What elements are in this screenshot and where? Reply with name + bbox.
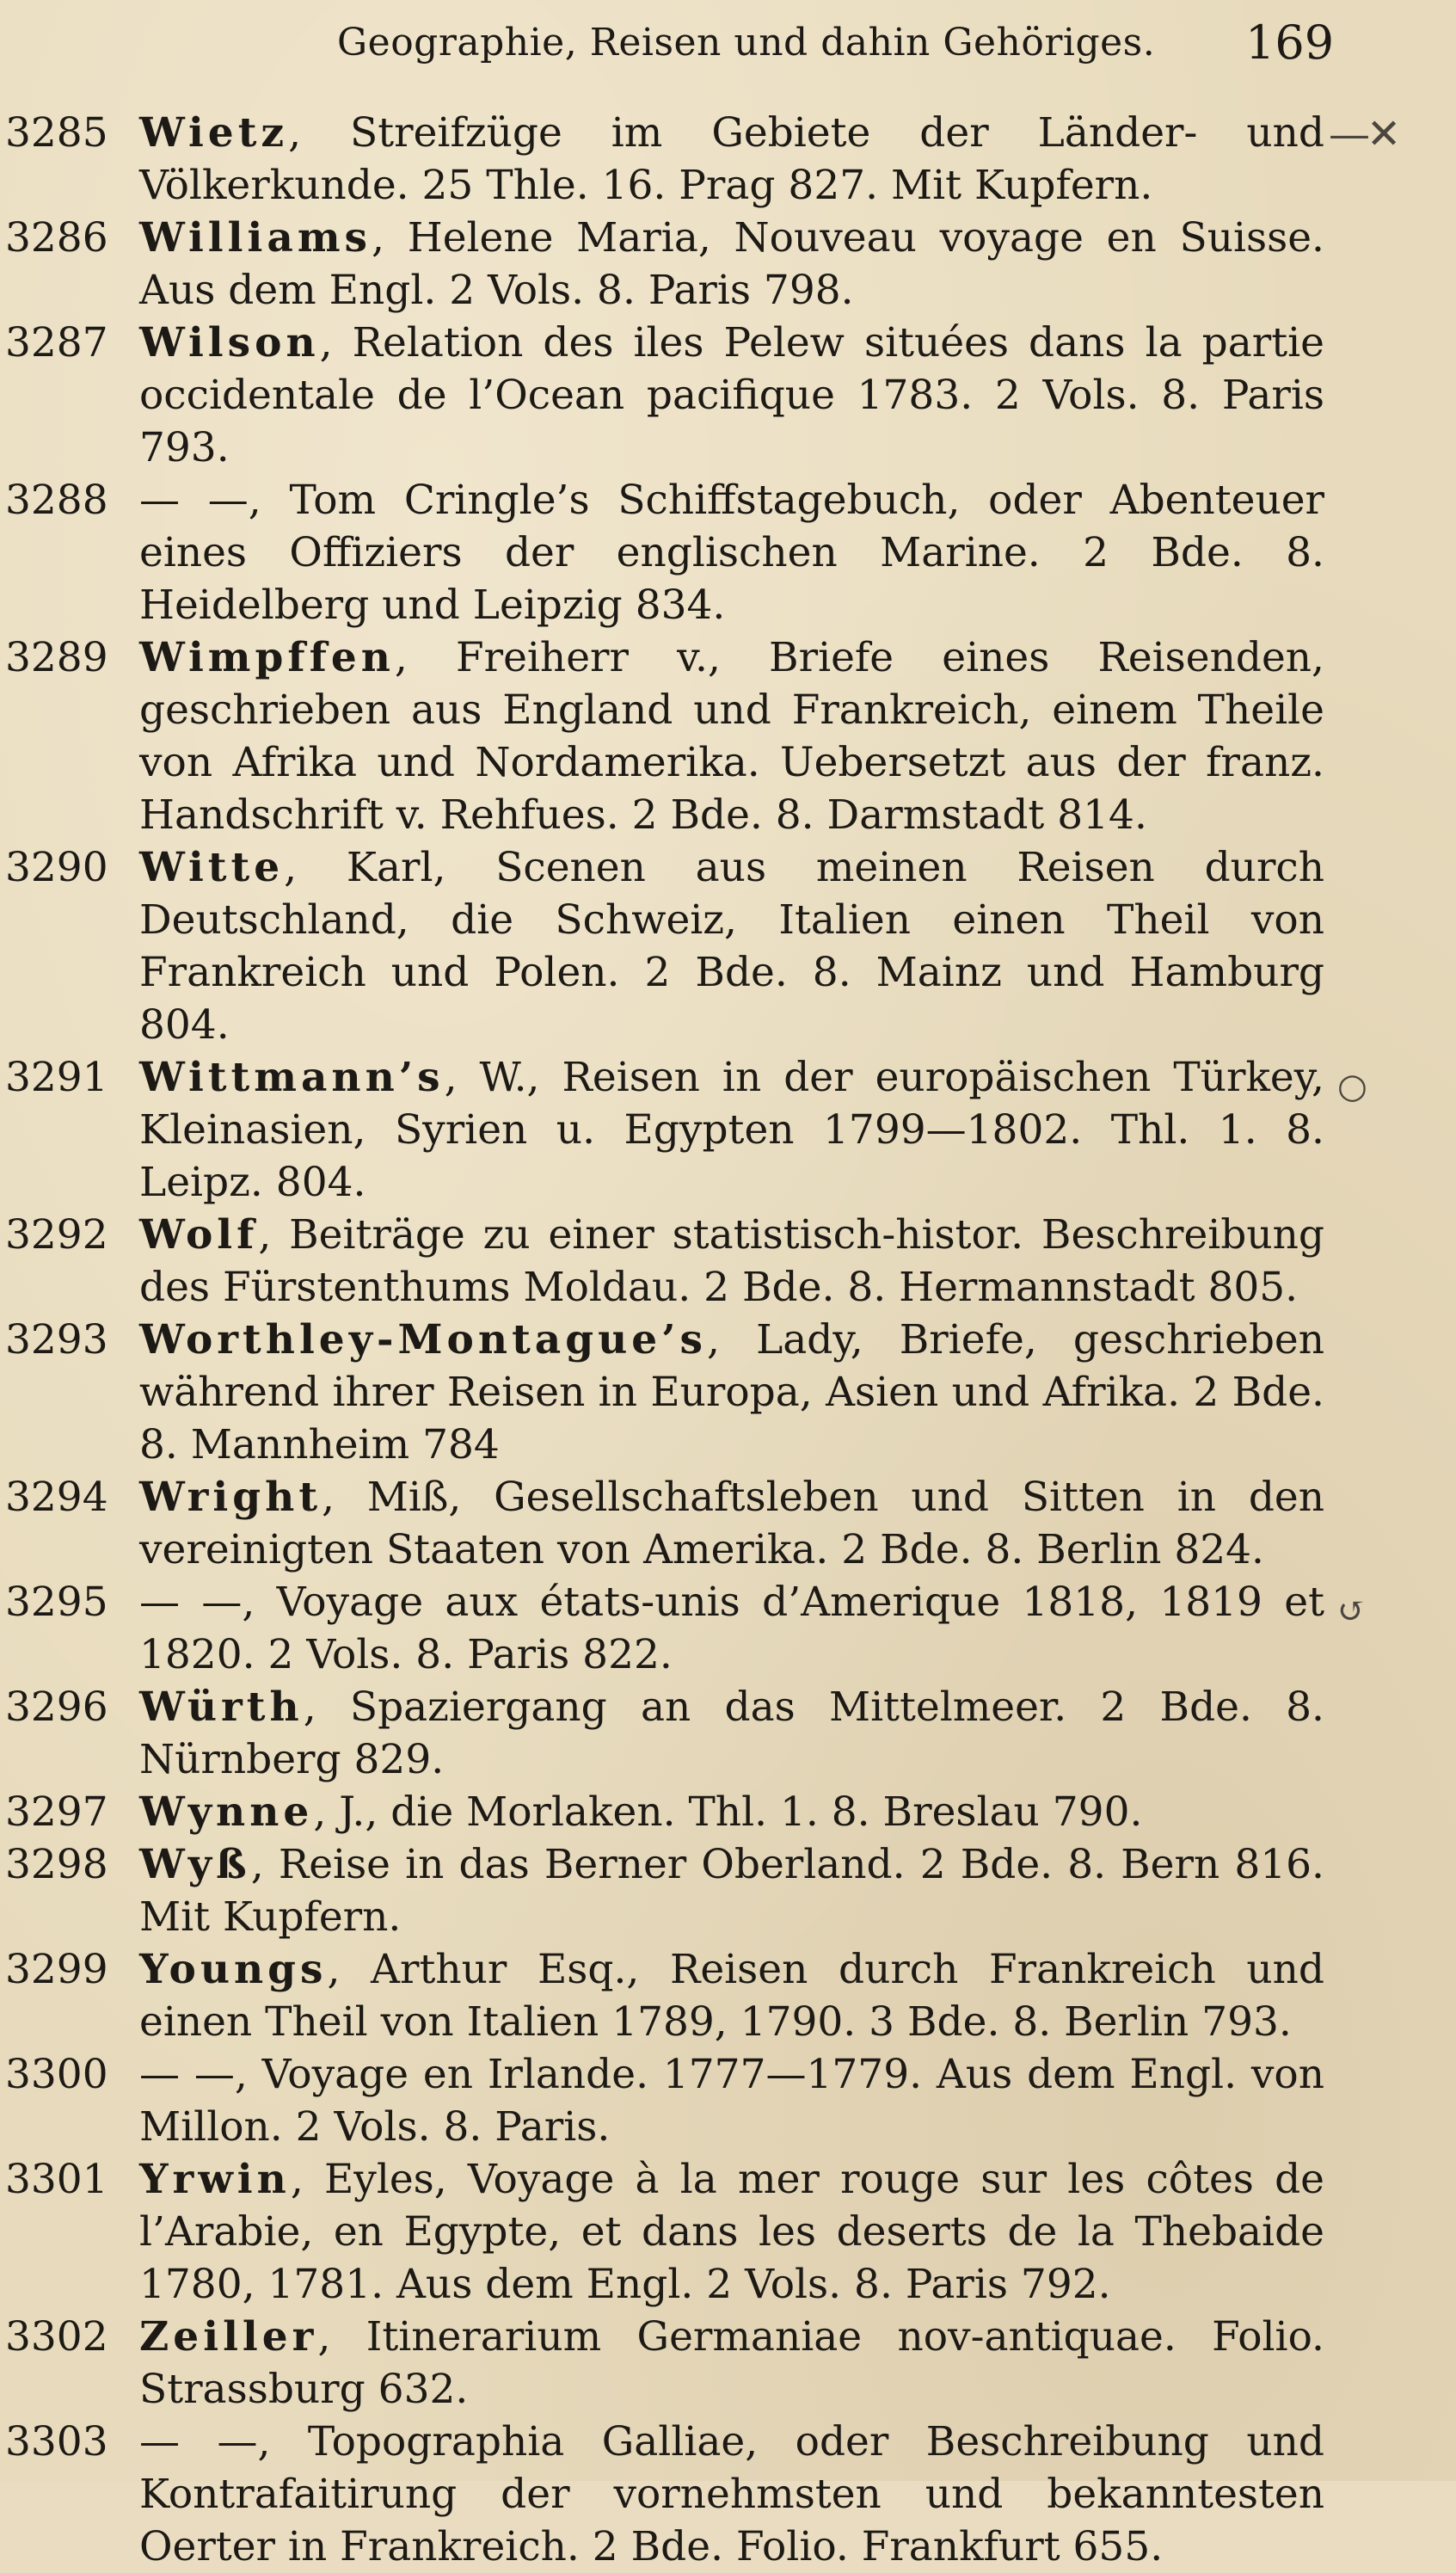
entry-body (139, 2416, 1324, 2573)
margin-hook-mark-icon: ↺ (1337, 1591, 1367, 1631)
catalog-entry (0, 2416, 1456, 2573)
entry-number: 3298 (5, 1841, 108, 1888)
entry-text: , Lady, Briefe, geschrieben während ihrer Reisen in Europa, Asien und Afrika. 2 Bde. 8. Mannheim 784 (139, 1316, 1324, 1468)
entry-author: Wright (139, 1474, 323, 1521)
catalog-entry (0, 212, 1456, 317)
catalog-entry (0, 1838, 1456, 1943)
catalog-entry (0, 1576, 1456, 1681)
entry-author: Zeiller (139, 2313, 318, 2361)
entry-body (139, 107, 1324, 212)
entry-body (139, 1209, 1324, 1314)
entry-text: , Eyles, Voyage à la mer rouge sur les côtes de l’Arabie, en Egypte, et dans les deserts de la Thebaide 1780, 1781. Aus dem Engl. 2 Vols. 8. Paris 792. (139, 2156, 1324, 2308)
entry-body (139, 2153, 1324, 2311)
entry-text: — —, Voyage aux états-unis d’Amerique 1818, 1819 et 1820. 2 Vols. 8. Paris 822. (139, 1579, 1324, 1678)
entry-body (139, 212, 1324, 317)
catalog-entry (0, 1314, 1456, 1471)
catalog-entry (0, 2048, 1456, 2153)
entry-body (139, 317, 1324, 474)
entry-author: Witte (139, 844, 285, 891)
catalog-entry (0, 1943, 1456, 2048)
entry-author: Wilson (139, 319, 320, 366)
margin-cross-mark-icon: —✕ (1329, 110, 1398, 158)
entry-number: 3291 (5, 1054, 108, 1101)
entry-text: , Arthur Esq., Reisen durch Frankreich und einen Theil von Italien 1789, 1790. 3 Bde. 8. Berlin 793. (139, 1946, 1324, 2046)
page-header (0, 15, 1456, 76)
entry-text: , J., die Morlaken. Thl. 1. 8. Breslau 790. (313, 1788, 1143, 1836)
catalog-entry (0, 1681, 1456, 1786)
entry-number: 3299 (5, 1946, 108, 1993)
entry-author: Youngs (139, 1946, 328, 1993)
entry-body (139, 631, 1324, 841)
entry-number: 3300 (5, 2051, 108, 2098)
entry-text: , W., Reisen in der europäischen Türkey, Kleinasien, Syrien u. Egypten 1799—1802. Thl. 1. 8. Leipz. 804. (139, 1054, 1324, 1206)
running-title: Geographie, Reisen und dahin Gehöriges. (337, 21, 1156, 65)
entry-text: , Beiträge zu einer statistisch-histor. Beschreibung des Fürstenthums Moldau. 2 Bde. 8. Hermannstadt 805. (139, 1211, 1324, 1311)
entry-text: , Helene Maria, Nouveau voyage en Suisse. Aus dem Engl. 2 Vols. 8. Paris 798. (139, 214, 1324, 314)
catalog-entry (0, 107, 1456, 212)
entry-number: 3293 (5, 1316, 108, 1363)
entry-number: 3287 (5, 319, 108, 366)
catalog-entry (0, 1209, 1456, 1314)
entry-author: Wynne (139, 1788, 314, 1836)
catalog-entry (0, 1471, 1456, 1576)
entry-body (139, 1838, 1324, 1943)
entry-body (139, 1314, 1324, 1471)
entry-author: Wolf (139, 1211, 259, 1259)
entry-text: , Karl, Scenen aus meinen Reisen durch Deutschland, die Schweiz, Italien einen Theil von Frankreich und Polen. 2 Bde. 8. Mainz und Hamburg 804. (139, 844, 1324, 1049)
catalog-entry (0, 317, 1456, 474)
entry-text: , Streifzüge im Gebiete der Länder- und Völkerkunde. 25 Thle. 16. Prag 827. Mit Kupfern. (139, 109, 1324, 209)
entry-number: 3290 (5, 844, 108, 891)
catalog-entry (0, 474, 1456, 631)
entry-body (139, 1471, 1324, 1576)
entry-text: , Freiherr v., Briefe eines Reisenden, geschrieben aus England und Frankreich, einem Theile von Afrika und Nordamerika. Uebersetzt aus der franz. Handschrift v. Rehfues. 2 Bde. 8. Darmstadt 814. (139, 634, 1324, 839)
entry-number: 3285 (5, 109, 108, 157)
entry-body (139, 1943, 1324, 2048)
entry-author: Wittmann’s (139, 1054, 445, 1101)
catalog-entry (0, 1051, 1456, 1209)
entry-number: 3296 (5, 1684, 108, 1731)
catalog-entries (0, 107, 1456, 2573)
entry-text: , Miß, Gesellschaftsleben und Sitten in den vereinigten Staaten von Amerika. 2 Bde. 8. Berlin 824. (139, 1474, 1324, 1573)
entry-body (139, 1681, 1324, 1786)
entry-number: 3295 (5, 1579, 108, 1626)
entry-author: Wyß (139, 1841, 251, 1888)
entry-body (139, 2048, 1324, 2153)
entry-number: 3297 (5, 1788, 108, 1836)
entry-author: Wietz (139, 109, 289, 157)
entry-number: 3303 (5, 2418, 108, 2465)
entry-number: 3286 (5, 214, 108, 262)
entry-author: Williams (139, 214, 372, 262)
entry-author: Wimpffen (139, 634, 395, 681)
catalog-entry (0, 1786, 1456, 1838)
entry-body (139, 474, 1324, 631)
catalog-entry (0, 2311, 1456, 2416)
entry-author: Worthley-Montague’s (139, 1316, 707, 1363)
entry-number: 3289 (5, 634, 108, 681)
entry-body (139, 841, 1324, 1051)
entry-text: — —, Topographia Galliae, oder Beschreibung und Kontrafaitirung der vornehmsten und bekanntesten Oerter in Frankreich. 2 Bde. Folio. Frankfurt 655. (139, 2418, 1324, 2570)
entry-text: — —, Tom Cringle’s Schiffstagebuch, oder Abenteuer eines Offiziers der englischen Marine. 2 Bde. 8. Heidelberg und Leipzig 834. (139, 477, 1324, 629)
entry-body (139, 1051, 1324, 1209)
entry-number: 3292 (5, 1211, 108, 1259)
entry-text: , Relation des iles Pelew situées dans la partie occidentale de l’Ocean pacifique 1783. 2 Vols. 8. Paris 793. (139, 319, 1324, 471)
entry-author: Würth (139, 1684, 304, 1731)
entry-number: 3301 (5, 2156, 108, 2203)
entry-text: , Reise in das Berner Oberland. 2 Bde. 8. Bern 816. Mit Kupfern. (139, 1841, 1324, 1941)
catalog-entry (0, 841, 1456, 1051)
margin-circle-mark-icon: ○ (1337, 1067, 1367, 1106)
entry-text: — —, Voyage en Irlande. 1777—1779. Aus dem Engl. von Millon. 2 Vols. 8. Paris. (139, 2051, 1324, 2151)
entry-body (139, 1786, 1324, 1838)
catalog-entry (0, 631, 1456, 841)
entry-body (139, 1576, 1324, 1681)
entry-number: 3288 (5, 477, 108, 524)
entry-body (139, 2311, 1324, 2416)
entry-number: 3294 (5, 1474, 108, 1521)
catalog-entry (0, 2153, 1456, 2311)
entry-text: , Itinerarium Germaniae nov-antiquae. Folio. Strassburg 632. (139, 2313, 1324, 2413)
page-number: 169 (1245, 15, 1335, 70)
entry-number: 3302 (5, 2313, 108, 2361)
entry-text: , Spaziergang an das Mittelmeer. 2 Bde. 8. Nürnberg 829. (139, 1684, 1324, 1783)
entry-author: Yrwin (139, 2156, 291, 2203)
